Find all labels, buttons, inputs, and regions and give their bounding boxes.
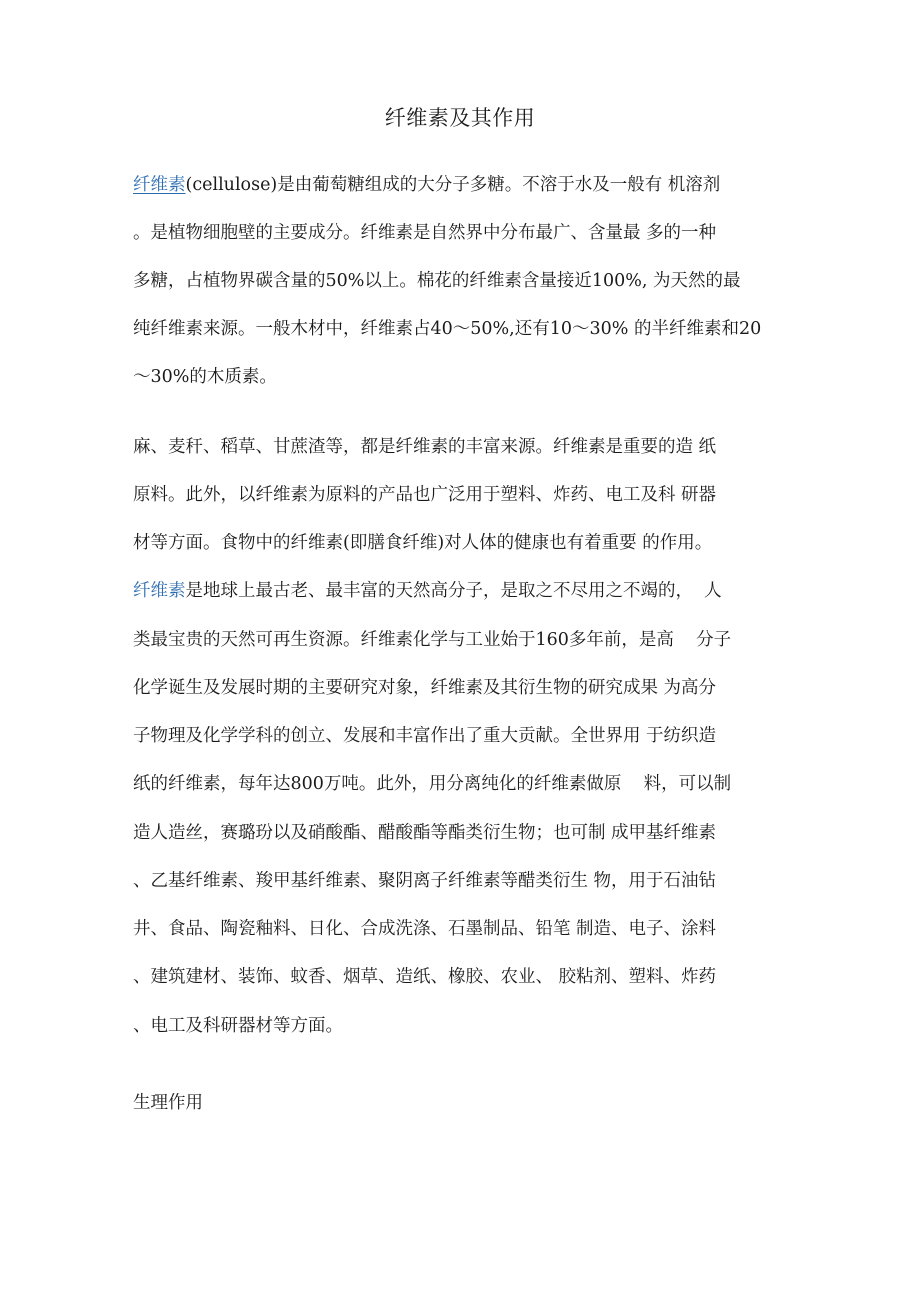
paragraph-3-line-3: 化学诞生及发展时期的主要研究对象，纤维素及其衍生物的研究成果 为高分 (133, 678, 717, 698)
paragraph-3-line-7: 、乙基纤维素、羧甲基纤维素、聚阴离子纤维素等醋类衍生 物，用于石油钻 (133, 871, 717, 891)
paragraph-1-line-4: 纯纤维素来源。一般木材中，纤维素占40～50%,还有10～30% 的半纤维素和20 (133, 319, 762, 339)
paragraph-3-line-1-text: 是地球上最古老、最丰富的天然高分子，是取之不尽用之不竭的， 人 (185, 581, 722, 601)
paragraph-3-line-4: 子物理及化学学科的创立、发展和丰富作出了重大贡献。全世界用 于纺织造 (133, 726, 717, 746)
cellulose-link[interactable]: 纤维素 (133, 175, 186, 195)
paragraph-3-line-10: 、电工及科研器材等方面。 (133, 1016, 343, 1036)
paragraph-1-line-1 (133, 170, 788, 200)
section-heading-physiological-function: 生理作用 (133, 1093, 203, 1113)
paragraph-2-line-2: 原料。此外，以纤维素为原料的产品也广泛用于塑料、炸药、电工及科 研器 (133, 485, 717, 505)
paragraph-3-line-6: 造人造丝，赛璐玢以及硝酸酯、醋酸酯等酯类衍生物；也可制 成甲基纤维素 (133, 823, 717, 843)
paragraph-2-line-1: 麻、麦秆、稻草、甘蔗渣等，都是纤维素的丰富来源。纤维素是重要的造 纸 (133, 437, 717, 457)
paragraph-3-line-2: 类最宝贵的天然可再生资源。纤维素化学与工业始于160多年前，是高 分子 (133, 630, 732, 650)
paragraph-1-line-5: ～30%的木质素。 (133, 367, 277, 387)
paragraph-3-line-5: 纸的纤维素，每年达800万吨。此外，用分离纯化的纤维素做原 料，可以制 (133, 774, 732, 794)
paragraph-3-line-8: 井、食品、陶瓷釉料、日化、合成洗涤、石墨制品、铅笔 制造、电子、涂料 (133, 919, 717, 939)
cellulose-highlight: 纤维素 (133, 581, 186, 601)
document-title: 纤维素及其作用 (384, 106, 536, 130)
paragraph-1-line-1-text: (cellulose)是由葡萄糖组成的大分子多糖。不溶于水及一般有 机溶剂 (185, 175, 721, 195)
paragraph-1-line-3: 多糖，占植物界碳含量的50%以上。棉花的纤维素含量接近100%, 为天然的最 (133, 271, 741, 291)
paragraph-1-line-2: 。是植物细胞壁的主要成分。纤维素是自然界中分布最广、含量最 多的一种 (133, 223, 717, 243)
paragraph-2-line-3: 材等方面。食物中的纤维素(即膳食纤维)对人体的健康也有着重要 的作用。 (133, 533, 713, 553)
paragraph-3-line-1 (133, 576, 788, 606)
paragraph-3-line-9: 、建筑建材、装饰、蚊香、烟草、造纸、橡胶、农业、 胶粘剂、塑料、炸药 (133, 967, 717, 987)
